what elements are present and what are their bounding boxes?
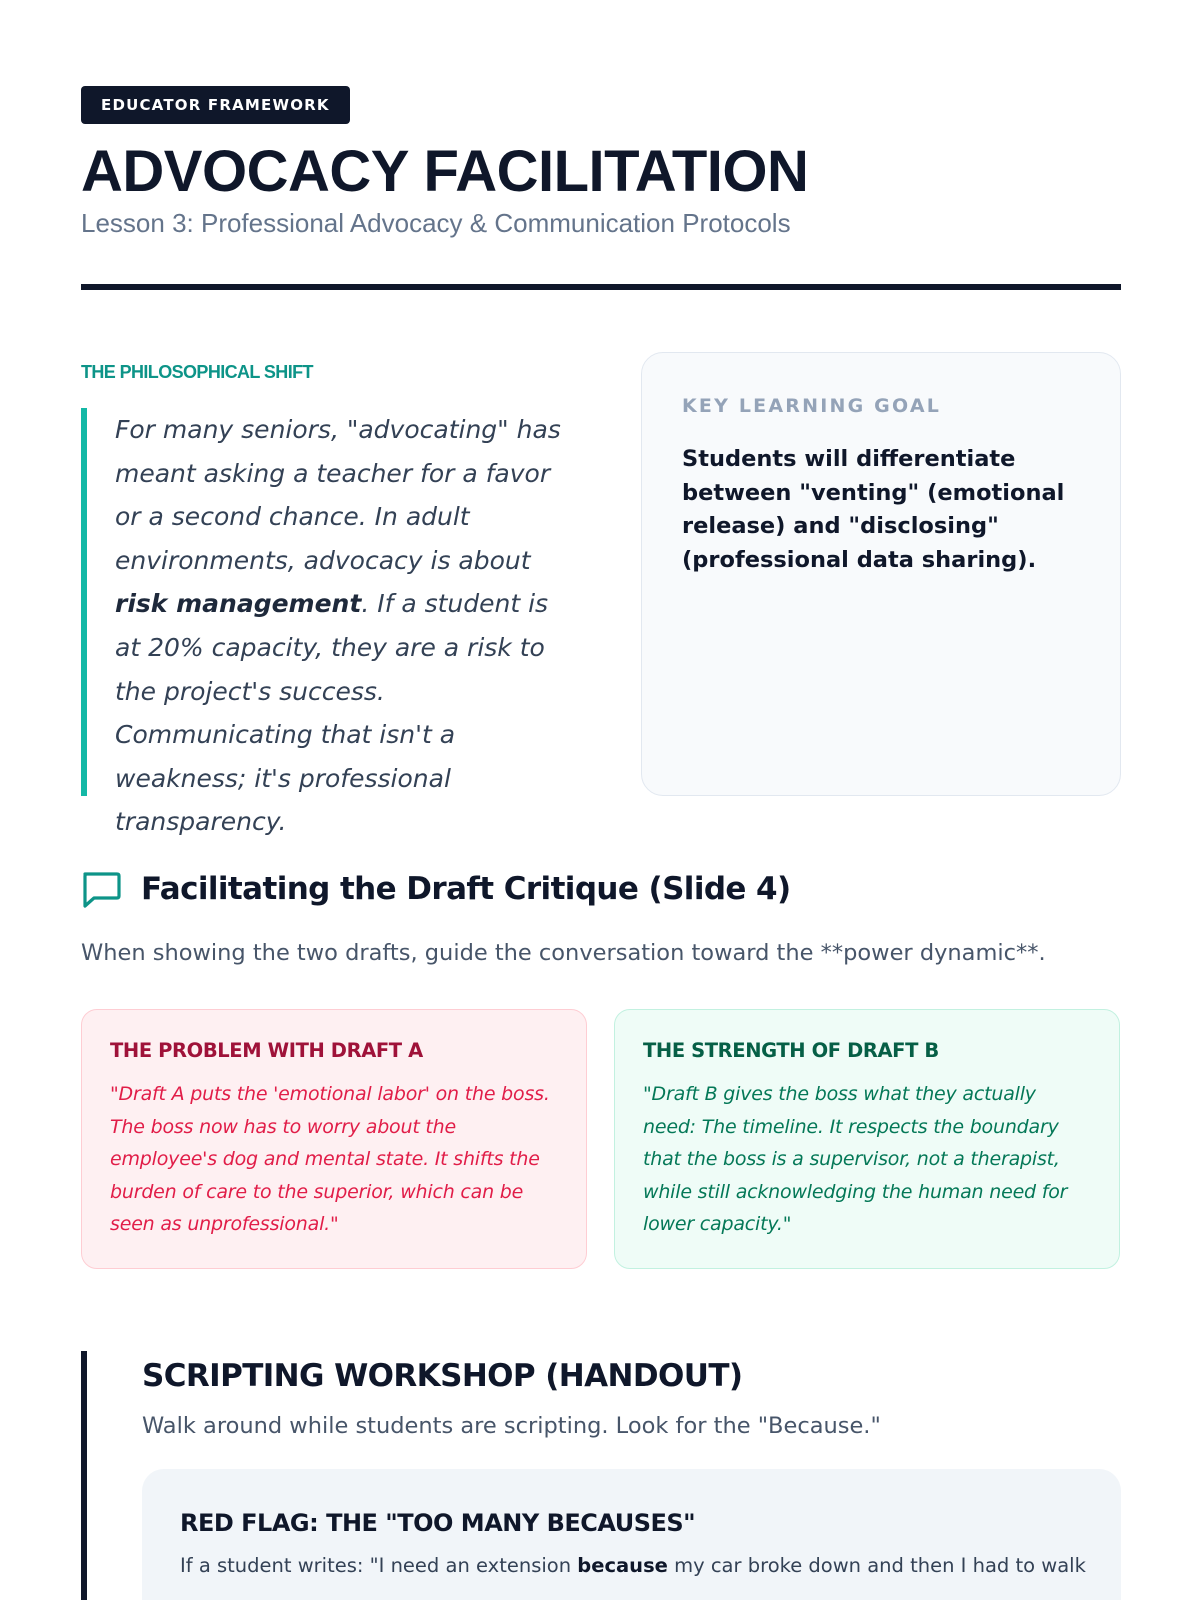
page-title: ADVOCACY FACILITATION (81, 139, 809, 204)
draft-b-label: THE STRENGTH OF DRAFT B (643, 1039, 939, 1062)
learning-goal-label: KEY LEARNING GOAL (682, 395, 942, 417)
chat-bubble-icon (81, 871, 121, 909)
draft-b-text: "Draft B gives the boss what they actually need: The timeline. It respects the boundary that the boss is a supervisor, not a therapist, while still acknowledging the human need for lower capacity." (643, 1083, 1068, 1236)
critique-heading (81, 869, 1121, 909)
philosophy-section (81, 362, 1121, 837)
philosophy-quote (81, 408, 581, 837)
workshop-intro: Walk around while students are scripting. Look for the "Because." (142, 1413, 881, 1439)
page-subtitle: Lesson 3: Professional Advocacy & Communication Protocols (81, 208, 791, 238)
drafts-comparison (81, 1009, 1121, 1269)
red-flag-text (180, 1551, 1086, 1581)
draft-a-label: THE PROBLEM WITH DRAFT A (110, 1039, 423, 1062)
flag-text-start: If a student writes: "I need an extension (180, 1554, 578, 1577)
critique-title: Facilitating the Draft Critique (Slide 4) (141, 871, 791, 907)
quote-text-end: . If a student is at 20% capacity, they are a risk to the project's success. Communicating that isn't a weakness; it's professional transparency. (115, 589, 549, 837)
draft-a-text: "Draft A puts the 'emotional labor' on the boss. The boss now has to worry about the employee's dog and mental state. It shifts the burden of care to the superior, which can be seen as unprofessional." (110, 1083, 550, 1236)
lesson-page (81, 86, 1121, 1600)
critique-intro: When showing the two drafts, guide the conversation toward the **power dynamic**. (81, 940, 1046, 966)
learning-goal-text: Students will differentiate between "venting" (emotional release) and "disclosing" (professional data sharing). (682, 446, 1065, 573)
header-divider (81, 284, 1121, 290)
red-flag-title: RED FLAG: THE "TOO MANY BECAUSES" (180, 1509, 696, 1537)
workshop-title: SCRIPTING WORKSHOP (HANDOUT) (142, 1358, 743, 1394)
philosophy-label: THE PHILOSOPHICAL SHIFT (81, 362, 313, 382)
learning-goal-card (641, 352, 1121, 796)
workshop-section (81, 1351, 1121, 1600)
flag-text-emphasis: because (577, 1554, 668, 1577)
draft-a-card (81, 1009, 587, 1269)
framework-badge: EDUCATOR FRAMEWORK (81, 86, 350, 124)
quote-emphasis: risk management (115, 589, 362, 619)
red-flag-card (142, 1469, 1121, 1600)
draft-b-card (614, 1009, 1120, 1269)
flag-text-end: my car broke down and then I had to walk (667, 1554, 1086, 1577)
quote-text-start: For many seniors, "advocating" has meant asking a teacher for a favor or a second chance. In adult environments, advocacy is about (115, 415, 561, 575)
